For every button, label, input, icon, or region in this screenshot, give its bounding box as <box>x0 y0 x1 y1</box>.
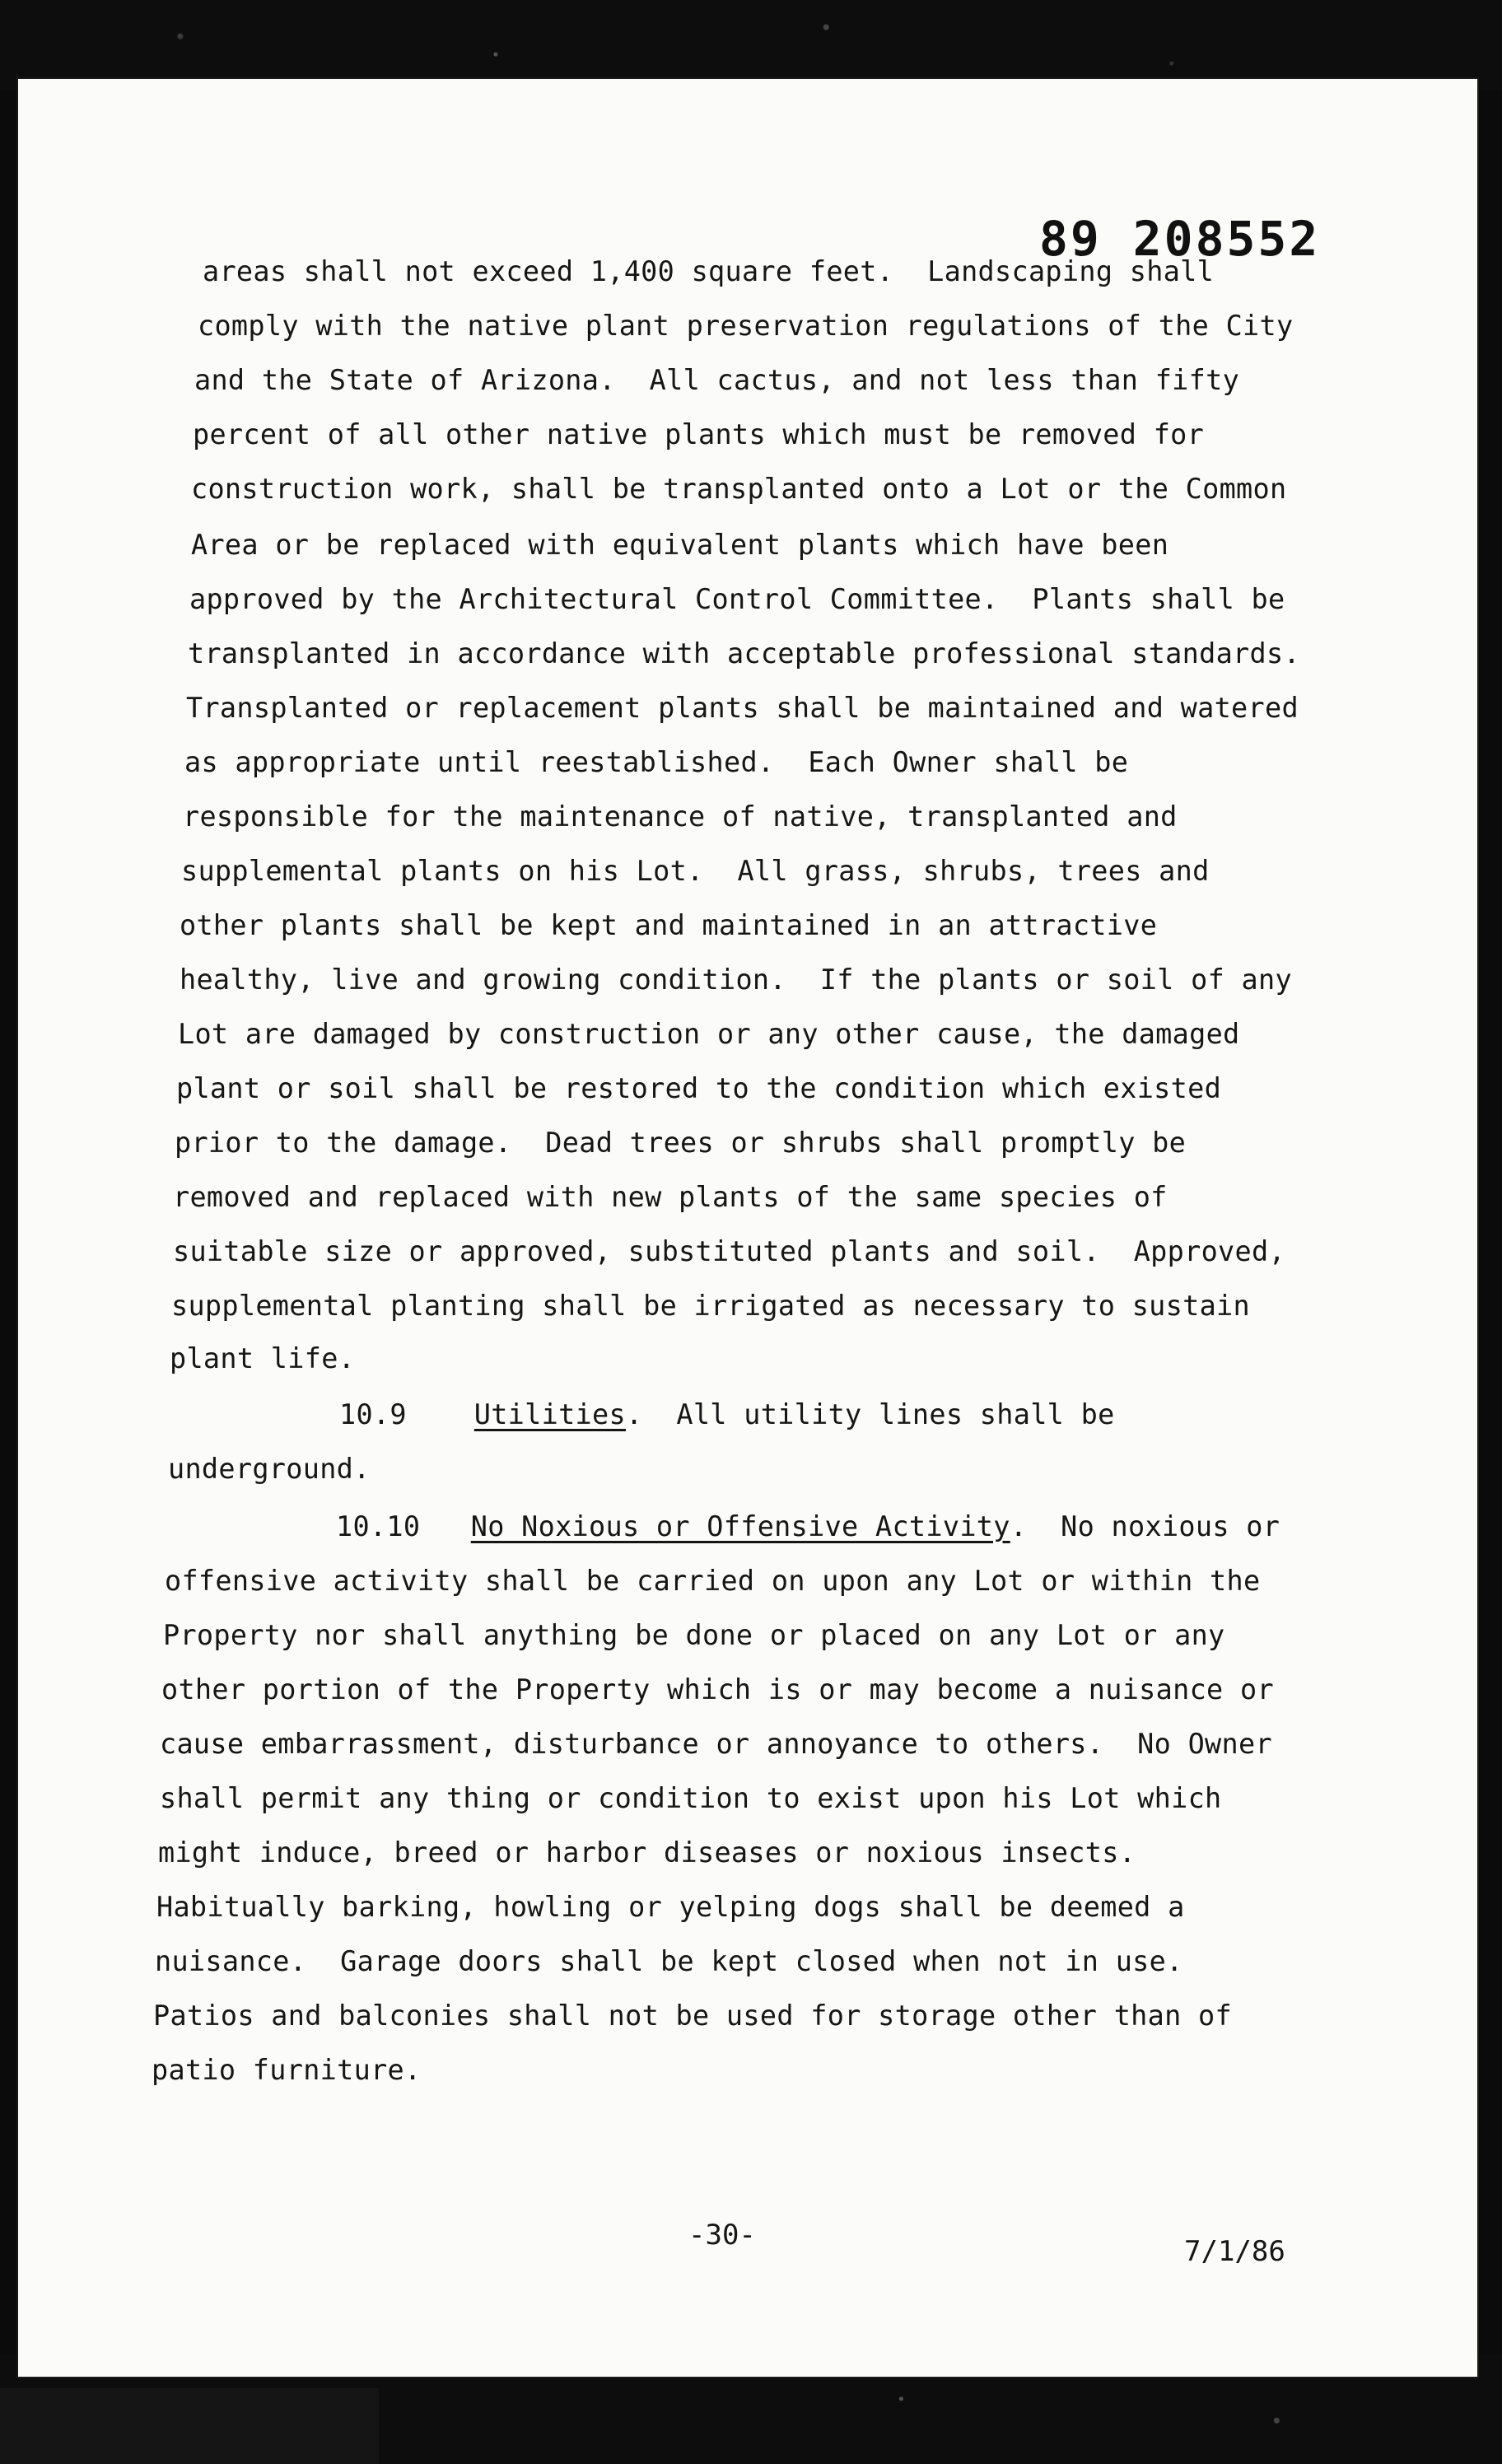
section-number: 10.9 <box>339 1398 407 1430</box>
section-text: . No noxious or <box>1010 1510 1280 1542</box>
body-line: patio furniture. <box>152 2054 422 2086</box>
body-line: Habitually barking, howling or yelping dogs shall be deemed a <box>156 1891 1185 1923</box>
body-line: responsible for the maintenance of native, transplanted and <box>183 800 1178 833</box>
section-heading: Utilities <box>473 1398 626 1430</box>
section-text: . All utility lines shall be <box>625 1398 1115 1430</box>
body-line: construction work, shall be transplanted onto a Lot or the Common <box>191 473 1287 505</box>
body-line: Patios and balconies shall not be used for storage other than of <box>153 2000 1232 2032</box>
body-line: plant or soil shall be restored to the condition which existed <box>176 1072 1222 1104</box>
section-heading: No Noxious or Offensive Activity <box>470 1510 1010 1542</box>
page-number: -30- <box>688 2219 756 2252</box>
body-line: Property nor shall anything be done or placed on any Lot or any <box>163 1619 1225 1651</box>
body-line: comply with the native plant preservation regulations of the City <box>198 310 1294 342</box>
scan-border-corner <box>0 2388 379 2464</box>
body-line: nuisance. Garage doors shall be kept closed when not in use. <box>155 1945 1183 1977</box>
body-line: Transplanted or replacement plants shall be maintained and watered <box>186 692 1299 724</box>
body-line: approved by the Architectural Control Committee. Plants shall be <box>189 583 1285 615</box>
body-line: offensive activity shall be carried on upon any Lot or within the <box>165 1565 1261 1597</box>
body-line: supplemental planting shall be irrigated as necessary to sustain <box>171 1290 1250 1322</box>
body-line: transplanted in accordance with acceptable professional standards. <box>188 637 1300 670</box>
body-line: areas shall not exceed 1,400 square feet. Landscaping shall <box>203 255 1215 287</box>
body-line: Lot are damaged by construction or any other cause, the damaged <box>178 1018 1240 1050</box>
section-10-9-line <box>339 1398 1115 1430</box>
scan-border-top <box>0 0 1502 91</box>
body-line: prior to the damage. Dead trees or shrubs shall promptly be <box>175 1127 1187 1159</box>
document-number: 89 208552 <box>1039 211 1321 267</box>
body-line: other portion of the Property which is or may become a nuisance or <box>161 1673 1274 1706</box>
body-line: and the State of Arizona. All cactus, and not less than fifty <box>194 364 1240 396</box>
body-line: supplemental plants on his Lot. All grass, shrubs, trees and <box>181 855 1210 887</box>
section-10-10-line <box>336 1510 1280 1542</box>
body-line: shall permit any thing or condition to exist upon his Lot which <box>160 1782 1222 1814</box>
body-line: removed and replaced with new plants of the same species of <box>173 1181 1168 1213</box>
body-line: underground. <box>168 1453 371 1485</box>
section-number: 10.10 <box>336 1510 421 1542</box>
body-line: cause embarrassment, disturbance or annoyance to others. No Owner <box>160 1728 1272 1760</box>
body-line: Area or be replaced with equivalent plants which have been <box>191 529 1169 561</box>
revision-date: 7/1/86 <box>1184 2235 1285 2268</box>
body-line: other plants shall be kept and maintained in an attractive <box>180 909 1158 941</box>
body-line: healthy, live and growing condition. If the plants or soil of any <box>180 964 1292 996</box>
body-line: percent of all other native plants which must be removed for <box>193 418 1205 450</box>
body-line: plant life. <box>170 1342 356 1374</box>
body-line: might induce, breed or harbor diseases or noxious insects. <box>158 1836 1136 1869</box>
body-line: suitable size or approved, substituted plants and soil. Approved, <box>173 1235 1285 1267</box>
body-line: as appropriate until reestablished. Each Owner shall be <box>184 746 1129 778</box>
